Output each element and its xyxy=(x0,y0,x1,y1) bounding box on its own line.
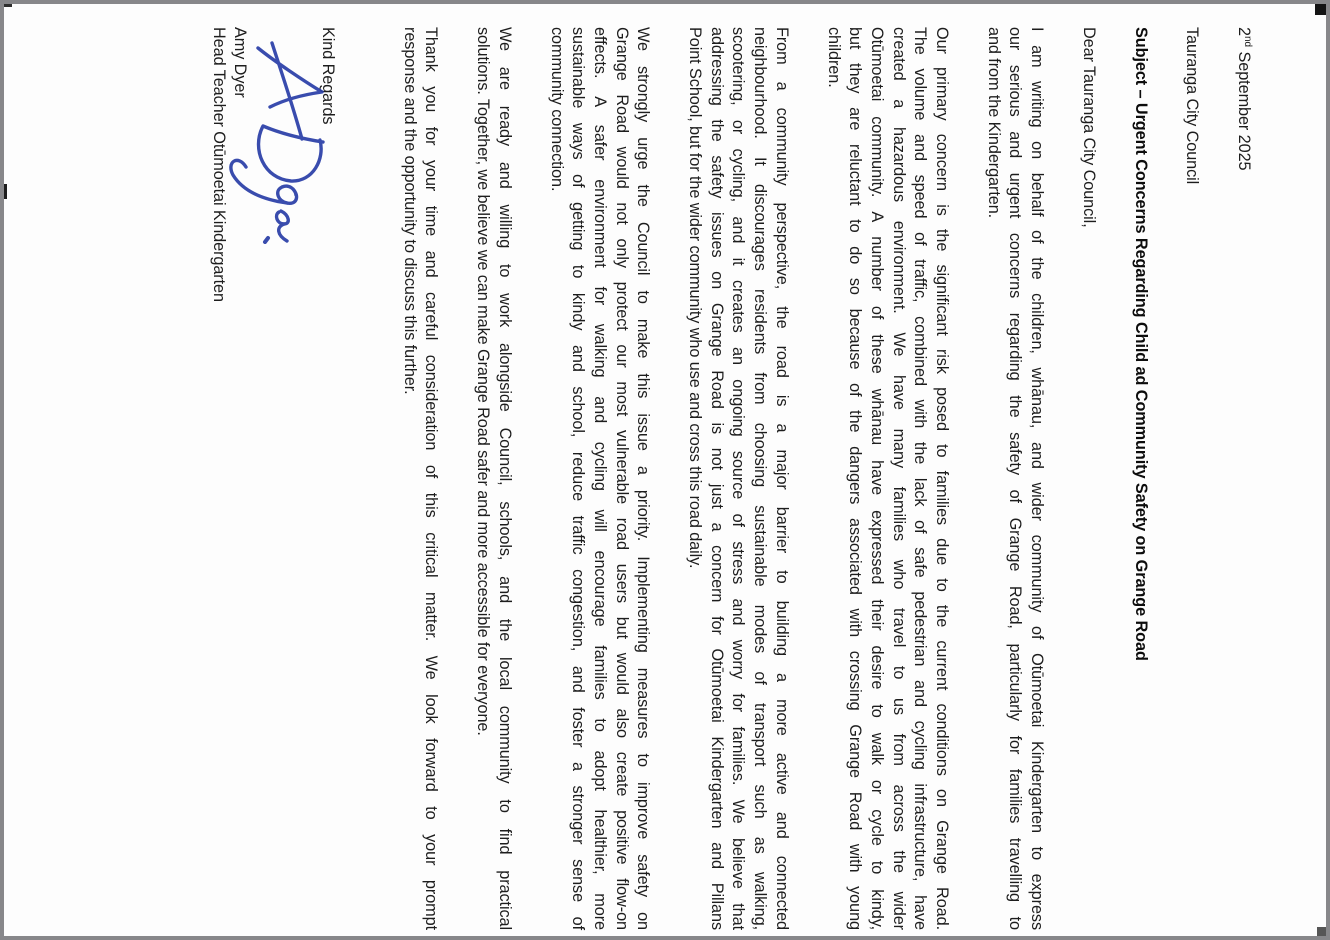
paragraph-line: Grange Road would not only protect our most vulnerable road users but would also create positive flow-on xyxy=(612,27,631,930)
paragraph-line: but they are reluctant to do so because of the dangers associated with crossing Grange Road with young xyxy=(846,27,865,930)
letter-content-rotated xyxy=(4,4,1326,936)
paragraph-line: Thank you for your time and careful consideration of this critical matter. We look forward to your prompt xyxy=(422,27,441,930)
paragraph xyxy=(398,27,441,930)
paragraph xyxy=(471,27,514,930)
paragraph-line: children. xyxy=(824,27,843,88)
date-ordinal: nd xyxy=(1242,35,1253,48)
paragraph-line: Otūmoetai community. A number of these whānau have expressed their desire to walk or cycle to kindy, xyxy=(867,27,886,930)
subject-line: Subject – Urgent Concerns Regarding Child ad Community Safety on Grange Road xyxy=(1131,27,1150,661)
paragraph-line: scootering, or cycling, and it creates an ongoing source of stress and worry for families. We believe that xyxy=(729,27,748,930)
salutation: Dear Tauranga City Council, xyxy=(1079,27,1098,228)
paragraph xyxy=(545,27,654,930)
paragraph-line: We are ready and willing to work alongside Council, schools, and the local community to find practical xyxy=(495,27,514,930)
letter-body xyxy=(398,27,1047,930)
closing-salutation: Kind Regards xyxy=(319,27,338,125)
signature-stroke-y-head xyxy=(278,186,297,203)
letter-date xyxy=(1232,27,1258,930)
paragraph-line: community connection. xyxy=(547,27,566,192)
paragraph xyxy=(822,27,952,930)
recipient-line: Tauranga City Council xyxy=(1183,27,1202,185)
scan-artifact-corner-top-right xyxy=(1315,0,1330,15)
signature-stroke-A xyxy=(258,48,322,107)
date-day: 2 xyxy=(1235,27,1253,36)
paragraph-line: sustainable ways of getting to kindy and school, reduce traffic congestion, and foster a stronger sense of xyxy=(569,27,588,930)
paragraph-line: The volume and speed of traffic, combined with the lack of safe pedestrian and cycling infrastructure, have xyxy=(911,27,930,930)
signature-stroke-e xyxy=(277,211,289,224)
scan-artifact-edge-tick xyxy=(0,184,7,199)
date-rest: September 2025 xyxy=(1235,47,1253,171)
signature-stroke-r xyxy=(279,224,287,241)
signature-dot xyxy=(265,238,268,242)
paragraph-line: We strongly urge the Council to make this issue a priority. Implementing measures to improve safety on xyxy=(634,27,653,930)
paragraph-line: created a hazardous environment. We have many families who travel to us from across the wider xyxy=(889,27,908,930)
paragraph xyxy=(982,27,1047,930)
paragraph-line: neighbourhood. It discourages residents from choosing sustainable modes of transport such as walking, xyxy=(751,27,770,930)
signature-stroke-A-crossbar xyxy=(272,43,302,139)
signer-title: Head Teacher Otūmoetai Kindergarten xyxy=(209,27,228,302)
signature-stroke-D xyxy=(259,126,323,181)
paragraph-line: addressing the safety issues on Grange Road is not just a concern for Otūmoetai Kindergarten and Pillans xyxy=(707,27,726,930)
scan-artifact-corner-top-left xyxy=(0,0,12,7)
paragraph-line: and from the Kindergarten. xyxy=(984,27,1003,219)
paragraph-line: I am writing on behalf of the children, whānau, and wider community of Otūmoetai Kindergarten to express xyxy=(1028,27,1047,930)
paragraph-line: effects. A safer environment for walking and cycling will encourage families to adopt healthier, more xyxy=(590,27,609,930)
paragraph-line: Point School, but for the wider community who use and cross this road daily. xyxy=(686,27,705,569)
paragraph-line: Our primary concern is the significant risk posed to families due to the current conditions on Grange Road. xyxy=(933,27,952,930)
closing-block xyxy=(207,27,338,930)
paragraph-line: solutions. Together, we believe we can make Grange Road safer and more accessible for everyone. xyxy=(474,27,493,736)
paragraph-line: response and the opportunity to discuss this further. xyxy=(400,27,419,395)
paragraph-line: From a community perspective, the road is a major barrier to building a more active and connected xyxy=(772,27,791,930)
scan-artifact-corner-bottom-right xyxy=(1317,927,1330,940)
paragraph xyxy=(683,27,792,930)
paragraph-line: our serious and urgent concerns regarding the safety of Grange Road, particularly for families travelling to xyxy=(1006,27,1025,930)
signer-name: Amy Dyer xyxy=(231,27,250,98)
